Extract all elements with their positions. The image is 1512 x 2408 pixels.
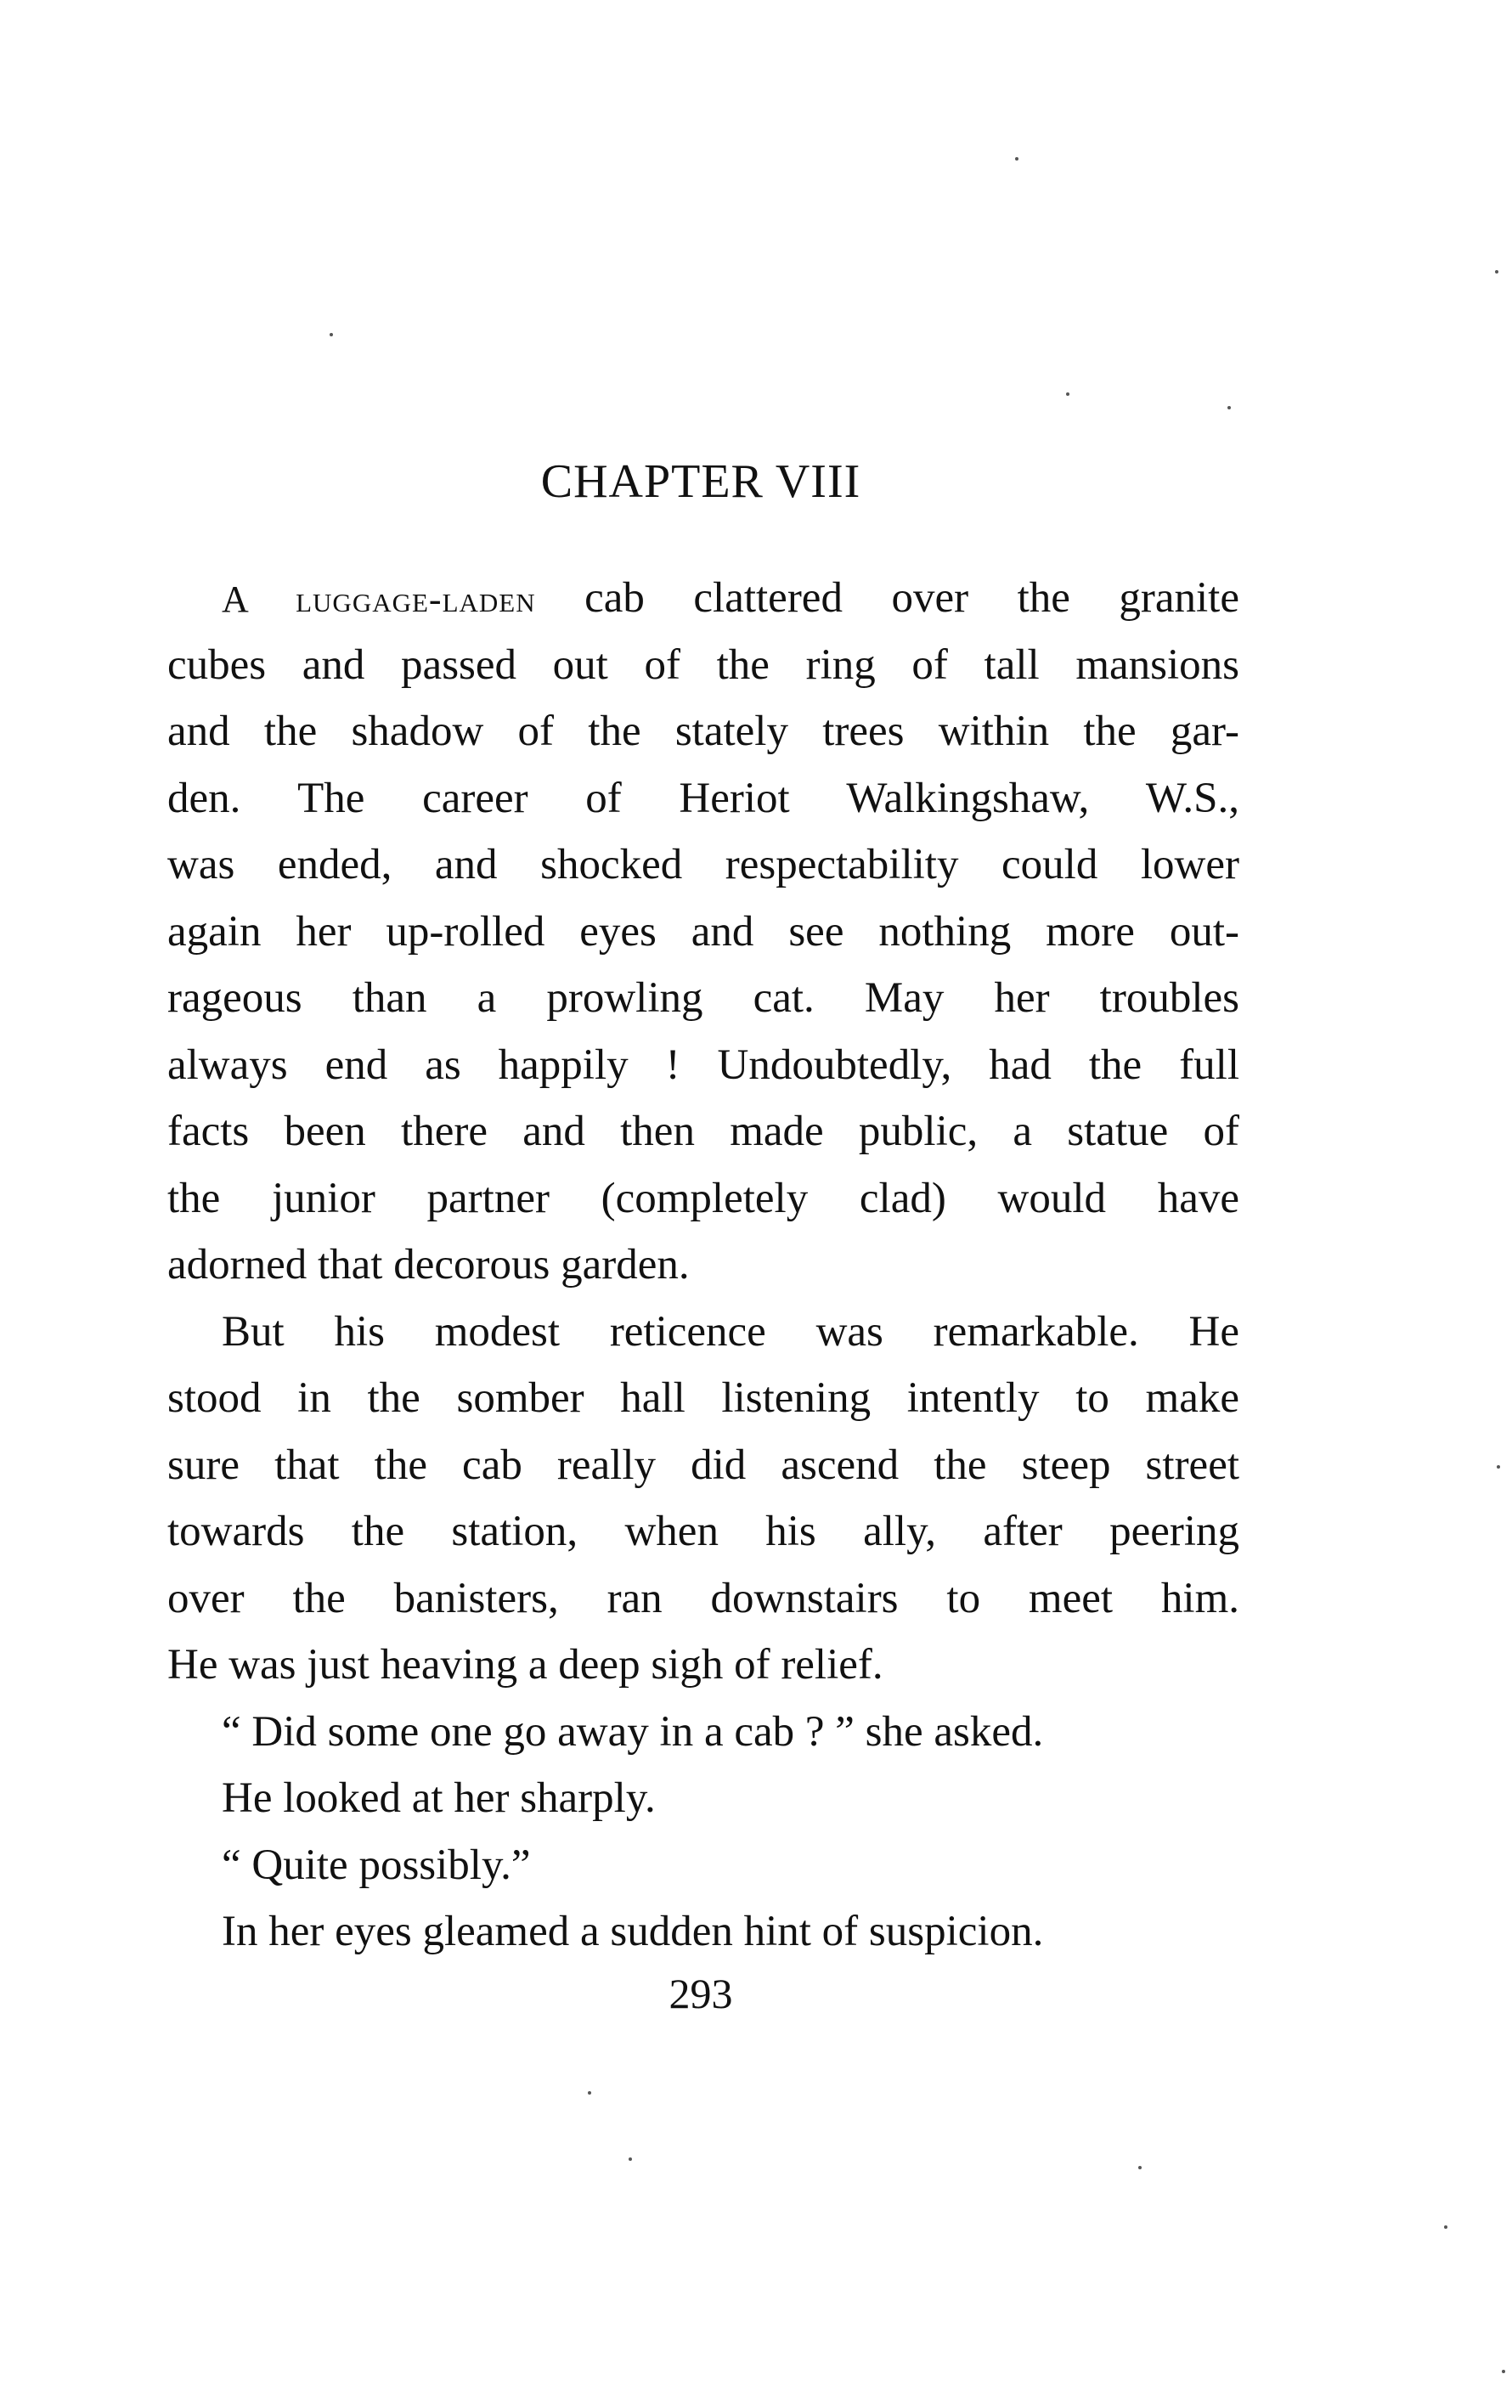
text-line: over the banisters, ran downstairs to meet him. — [167, 1574, 1239, 1622]
text-line: cubes and passed out of the ring of tall mansions — [167, 640, 1239, 689]
scan-speck — [1497, 1465, 1500, 1469]
text-line: was ended, and shocked respectability could lower — [167, 841, 1239, 888]
text-line: the junior partner (completely clad) would have — [167, 1174, 1239, 1222]
text-line: towards the station, when his ally, after peering — [167, 1508, 1239, 1555]
text-line-rest: cab clattered over the granite — [535, 574, 1239, 622]
text-line: In her eyes gleamed a sudden hint of suspicion. — [222, 1908, 1044, 1955]
scan-speck — [330, 333, 333, 336]
text-line: “ Did some one go away in a cab ? ” she asked. — [222, 1707, 1044, 1756]
page-number: 293 — [669, 1970, 733, 2017]
scan-speck — [1138, 2166, 1142, 2169]
scan-speck — [1495, 270, 1498, 274]
scan-speck — [588, 2091, 591, 2095]
text-line: facts been there and then made public, a statue of — [167, 1108, 1239, 1155]
text-line: again her up-rolled eyes and see nothing more out- — [167, 907, 1239, 956]
text-line: sure that the cab really did ascend the steep street — [167, 1441, 1239, 1489]
text-line: But his modest reticence was remarkable. He — [222, 1307, 1239, 1356]
chapter-title: CHAPTER VIII — [540, 455, 861, 508]
text-line — [167, 565, 1239, 632]
text-line: always end as happily ! Undoubtedly, had the full — [167, 1040, 1239, 1089]
text-line: and the shadow of the stately trees within the gar- — [167, 708, 1239, 755]
text-line: He was just heaving a deep sigh of relief. — [167, 1641, 883, 1689]
text-line: “ Quite possibly.” — [222, 1841, 531, 1889]
text-line: stood in the somber hall listening intently to make — [167, 1374, 1239, 1422]
text-line: den. The career of Heriot Walkingshaw, W.S., — [167, 774, 1239, 822]
text-line: rageous than a prowling cat. May her troubles — [167, 974, 1239, 1022]
scan-speck — [1066, 392, 1069, 396]
scan-speck — [1444, 2225, 1447, 2229]
text-line: He looked at her sharply. — [222, 1774, 656, 1822]
scan-speck — [1502, 2370, 1505, 2373]
scan-speck — [629, 2157, 632, 2161]
text-line: adorned that decorous garden. — [167, 1241, 690, 1289]
scan-speck — [1227, 406, 1231, 409]
chapter-body — [167, 565, 1239, 1965]
small-caps-opening: A luggage-laden — [222, 578, 536, 620]
scan-speck — [1015, 157, 1018, 161]
